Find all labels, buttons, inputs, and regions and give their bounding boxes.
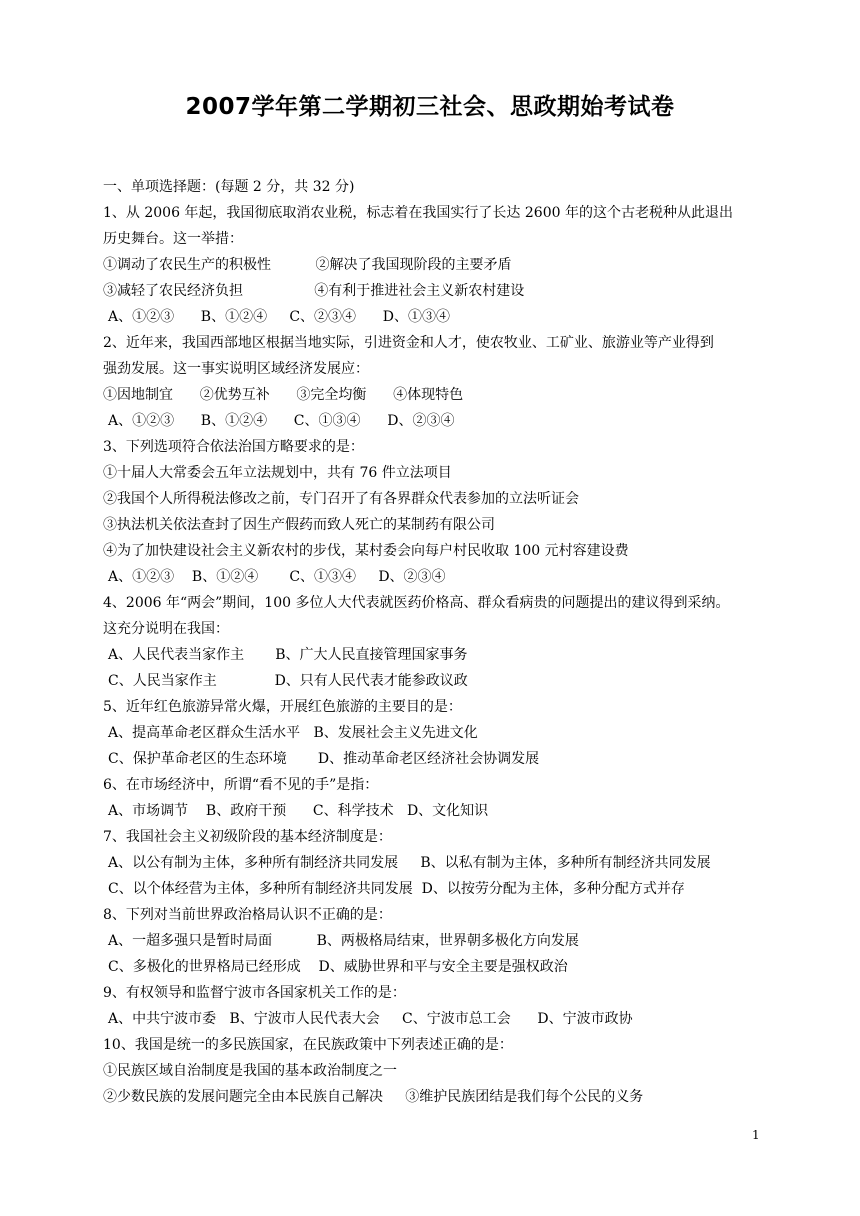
- answer-options: C、保护革命老区的生态环境 D、推动革命老区经济社会协调发展: [108, 751, 540, 767]
- answer-options: A、以公有制为主体，多种所有制经济共同发展 B、以私有制为主体，多种所有制经济共同发展: [108, 855, 711, 871]
- question-text: 6、在市场经济中，所谓“看不见的手”是指：: [103, 777, 379, 793]
- answer-options: A、中共宁波市委 B、宁波市人民代表大会 C、宁波市总工会 D、宁波市政协: [108, 1011, 633, 1027]
- statement-item: ②我国个人所得税法修改之前，专门召开了有各界群众代表参加的立法听证会: [103, 491, 579, 507]
- page-number: 1: [752, 1128, 760, 1142]
- question-text: 这充分说明在我国：: [103, 621, 229, 637]
- statement-item: ①民族区域自治制度是我国的基本政治制度之一: [103, 1063, 397, 1079]
- question-text: 强劲发展。这一事实说明区域经济发展应：: [103, 361, 369, 377]
- answer-options: C、多极化的世界格局已经形成 D、威胁世界和平与安全主要是强权政治: [108, 959, 568, 975]
- page-title: 2007学年第二学期初三社会、思政期始考试卷: [185, 94, 675, 120]
- question-text: 历史舞台。这一举措：: [103, 231, 243, 247]
- question-text: 10、我国是统一的多民族国家，在民族政策中下列表述正确的是：: [103, 1037, 513, 1053]
- answer-options: A、①②③ B、①②④ C、②③④ D、①③④: [108, 309, 450, 325]
- answer-options: A、提高革命老区群众生活水平 B、发展社会主义先进文化: [108, 725, 478, 741]
- question-text: 8、下列对当前世界政治格局认识不正确的是：: [103, 907, 392, 923]
- question-text: 1、从 2006 年起，我国彻底取消农业税，标志着在我国实行了长达 2600 年的这个古老税种从此退出: [103, 205, 733, 221]
- answer-options: A、人民代表当家作主 B、广大人民直接管理国家事务: [108, 647, 468, 663]
- answer-options: A、一超多强只是暂时局面 B、两极格局结束，世界朝多极化方向发展: [108, 933, 579, 949]
- question-text: 2、近年来，我国西部地区根据当地实际，引进资金和人才，使农牧业、工矿业、旅游业等产业得到: [103, 335, 714, 351]
- statement-item: ①调动了农民生产的积极性 ②解决了我国现阶段的主要矛盾: [103, 257, 512, 273]
- statement-item: ②少数民族的发展问题完全由本民族自己解决 ③维护民族团结是我们每个公民的义务: [103, 1089, 644, 1105]
- exam-content: [103, 174, 783, 1110]
- answer-options: C、人民当家作主 D、只有人民代表才能参政议政: [108, 673, 468, 689]
- question-text: 3、下列选项符合依法治国方略要求的是：: [103, 439, 364, 455]
- answer-options: A、市场调节 B、政府干预 C、科学技术 D、文化知识: [108, 803, 489, 819]
- question-text: 5、近年红色旅游异常火爆，开展红色旅游的主要目的是：: [103, 699, 462, 715]
- answer-options: C、以个体经营为主体，多种所有制经济共同发展 D、以按劳分配为主体，多种分配方式并存: [108, 881, 685, 897]
- question-text: 4、2006 年“两会”期间，100 多位人大代表就医药价格高、群众看病贵的问题提出的建议得到采纳。: [103, 595, 730, 611]
- section-heading: 一、单项选择题：(每题 2 分，共 32 分): [103, 179, 355, 195]
- question-text: 7、我国社会主义初级阶段的基本经济制度是：: [103, 829, 392, 845]
- question-text: 9、有权领导和监督宁波市各国家机关工作的是：: [103, 985, 406, 1001]
- answer-options: A、①②③ B、①②④ C、①③④ D、②③④: [108, 569, 446, 585]
- statement-item: ①因地制宜 ②优势互补 ③完全均衡 ④体现特色: [103, 387, 464, 403]
- statement-item: ①十届人大常委会五年立法规划中，共有 76 件立法项目: [103, 465, 452, 481]
- answer-options: A、①②③ B、①②④ C、①③④ D、②③④: [108, 413, 455, 429]
- statement-item: ④为了加快建设社会主义新农村的步伐，某村委会向每户村民收取 100 元村容建设费: [103, 543, 629, 559]
- statement-item: ③减轻了农民经济负担 ④有利于推进社会主义新农村建设: [103, 283, 525, 299]
- statement-item: ③执法机关依法查封了因生产假药而致人死亡的某制药有限公司: [103, 517, 495, 533]
